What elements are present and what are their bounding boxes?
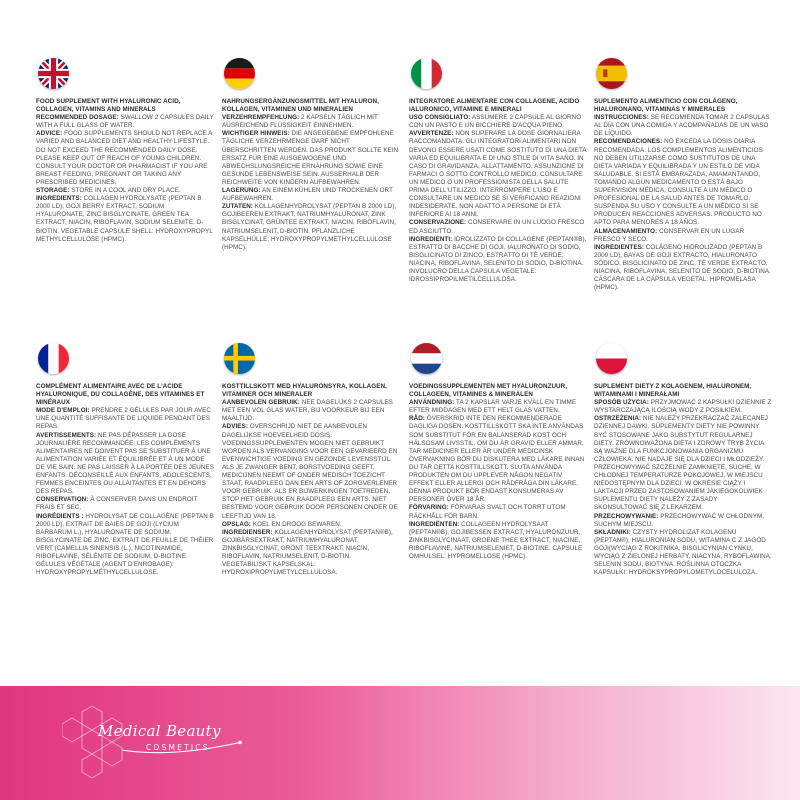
paragraph-text: COLÁGENO HIDROLIZADO (PEPTAN B 2000 LD), BAYAS DE GOJI EXTRACTO, HIALURONATO SÓDICO, BISGLICINATO DE ZINC, TÉ VERDE EXTRACTO, NIACINA, RIBOFLAVINA, SELENITO DE SODIO, D-BIOTINA. CÁSCARA DE LA CÁPSULA VEGETAL: HIPROMELASA (HPMC).	[594, 243, 771, 292]
storage-paragraph	[409, 504, 587, 520]
paragraph-text: NIE NALEŻY PRZEKRACZAĆ ZALECANEJ DZIENNEJ DAWKI. SUPLEMENTY DIETY NIE POWINNY BYĆ STOSOWANE JAKO SUBSTYTUT REGULARNEJ DIETY. ZRÓWNOWAŻONA DIETA I ZDROWY TRYB ŻYCIA SĄ WAŻNE DLA FUNKCJONOWANIA ORGANIZMU CZŁOWIEKA. NIE NADAJE SIĘ DLA DZIECI I MŁODZIEŻY. PRZECHOWYWAĆ SZCZELNIE ZAMKNIĘTE, SUCHE, W CHŁODNEJ TEMPERATURZE POKOJOWEJ, W MIEJSCU NIEDOSTĘPNYM DLA DZIECI. W OKRESIE CIĄŻY I LAKTACJI PRZED ZASTOSOWANIEM JAKIEGOKOLWIEK SUPLEMENTU DIETY NALEŻY Z ZASADY SKONSULTOWAĆ SIĘ Z LEKARZEM.	[594, 415, 768, 512]
dosage-paragraph	[409, 399, 587, 415]
storage-paragraph	[594, 228, 772, 244]
dosage-paragraph	[594, 114, 772, 138]
paragraph-label: INGREDIENTES:	[594, 243, 644, 251]
section-french	[36, 343, 214, 577]
paragraph-text: ASSUMERE 2 CAPSULE AL GIORNO CON UN PASTO E UN BICCHIERE D'ACQUA PIENO.	[409, 114, 582, 130]
paragraph-label: ZUTATEN:	[222, 203, 253, 211]
paragraph-text: NE PAS DÉPASSER LA DOSE JOURNALIÈRE RECOMMANDÉE. LES COMPLÉMENTS ALIMENTAIRES NE DOIVENT PAS SE SUBSTITUER À UNE ALIMENTATION VARIÉE ET ÉQUILIBRÉE ET À UN MODE DE VIE SAIN. NE PAS LAISSER À LA PORTÉE DES JEUNES ENFANTS. DÉCONSEILLÉ AUX ENFANTS, ADOLESCENTS, FEMMES ENCEINTES OU ALLAITANTES ET EN DEHORS DES REPAS.	[36, 431, 214, 496]
section-title: KOSTTILLSKOTT MED HYALURONSYRA, KOLLAGEN, VITAMINER OCH MINERALER	[222, 383, 387, 399]
paragraph-label: USO CONSIGLIATO:	[409, 114, 471, 122]
paragraph-label: ADVICE:	[36, 130, 63, 138]
paragraph-label: FÖRVARING:	[409, 504, 449, 512]
paragraph-label: ALMACENAMIENTO:	[594, 227, 658, 235]
section-title: COMPLÉMENT ALIMENTAIRE AVEC DE L'ACIDE HYALURONIQUE, DU COLLAGÈNE, DES VITAMINES ET MINÉRAUX	[36, 383, 205, 407]
paragraph-text: SWALLOW 2 CAPSULES DAILY WITH A FULL GLASS OF WATER.	[36, 114, 214, 130]
brand-footer	[0, 686, 800, 800]
section-italian	[409, 58, 587, 284]
section-english	[36, 58, 214, 244]
paragraph-text: COLLAGEN HYDROLYSATE (PEPTAN B 2000 LD), GOJI BERRY EXTRACT, SODIUM HYALURONATE, ZINC BISGLYCINATE, GREEN TEA EXTRACT, NIACIN, RIBOFLAVIN, SODIUM SELENITE, D-BIOTIN. VEGETABLE CAPSULE SHELL: HYDROXYPROPYL METHYLCELLULOSE (HPMC).	[36, 195, 213, 243]
dosage-paragraph	[409, 114, 587, 130]
france-flag-icon	[38, 343, 69, 374]
netherlands-flag-icon	[411, 343, 442, 374]
advice-paragraph	[36, 130, 214, 187]
paragraph-text: FOOD SUPPLEMENTS SHOULD NOT REPLACE A VARIED AND BALANCED DIET AND HEALTHY LIFESTYLE. DO NOT EXCEED THE RECOMMENDED DAILY DOSE. PLEASE KEEP OUT OF REACH OF YOUNG CHILDREN. CONSULT YOUR DOCTOR OR PHARMACIST IF YOU ARE BREAST FEEDING, PREGNANT OR TAKING ANY PRESCRIBED MEDICINES.	[36, 130, 213, 186]
paragraph-label: RÅD:	[409, 415, 425, 423]
ingredients-paragraph	[594, 529, 772, 578]
uk-flag-icon	[38, 58, 69, 89]
paragraph-label: INGREDIENTI:	[409, 235, 453, 243]
dosage-paragraph	[36, 114, 214, 130]
paragraph-text: KOLLAGENHYDROLYSAT (PEPTAN B 2000 LD), GOJIBEEREN EXTRAKT, NATRIUMHYALURONAT, ZINK BISGLYCINAT, GRÜNTEE EXTRAKT, NIACIN, RIBOFLAVIN, NATRIUMSELENIT, D-BIOTIN. PFLANZLICHE KAPSELHÜLLE: HYDROXYPROPYLMETHYLCELLULOSE (HPMC).	[222, 203, 397, 251]
spain-flag-icon	[596, 58, 627, 89]
paragraph-label: INGREDIENTS:	[36, 195, 82, 203]
ingredients-paragraph	[409, 521, 587, 561]
paragraph-text: HYDROLYSAT DE COLLAGÈNE (PEPTAN B 2000 LD), EXTRAIT DE BAIES DE GOJI (LYCIUM BARBARUM L.), HYALURONATE DE SODIUM, BISGLYCINATE DE ZINC, EXTRAIT DE FEUILLE DE THÉIER VERT (CAMELLIA SINENSIS (L.), NICOTINAMIDE, RIBOFLAVINE, SÉLÉNITE DE SODIUM, D-BIOTINE. GÉLULES VÉGÉTALE (AGENT D'ENROBAGE): HYDROXYPROPYLMÉTHYLCELLULOSE.	[36, 512, 214, 577]
section-title: VOEDINGSSUPPLEMENTEN MET HYALURONZUUR, COLLAGEEN, VITAMINES & MINERALEN	[409, 383, 568, 399]
advice-paragraph	[594, 138, 772, 227]
section-polish	[594, 343, 772, 577]
ingredients-paragraph	[36, 513, 214, 578]
paragraph-label: OSTRZEŻENIA:	[594, 415, 642, 423]
ingredients-paragraph	[222, 529, 400, 578]
paragraph-text: CONSERVAR EN UN LUGAR FRESCO Y SECO.	[594, 227, 745, 243]
storage-paragraph	[36, 496, 214, 512]
storage-paragraph	[36, 187, 214, 195]
paragraph-text: FÖRVARAS SVALT OCH TORRT UTOM RÄCKHÅLL FÖR BARN.	[409, 504, 566, 520]
paragraph-label: AVERTISSEMENTS:	[36, 431, 97, 439]
advice-paragraph	[594, 415, 772, 512]
paragraph-text: TA 2 KAPSLAR VARJE KVÄLL EN TIMME EFTER MIDDAGEN MED ETT HELT GLAS VATTEN.	[409, 399, 577, 415]
paragraph-text: OVERSCHRIJD NIET DE AANBEVOLEN DAGELIJKSE HOEVEELHEID DOSIS. VOEDINGSSUPPLEMENTEN MOGEN NIET GEBRUIKT WORDEN ALS VERVANGING VOOR EEN GEVARIEERD EN EVENWICHTIGE VOEDING EN GEZONDE LEVENSSTIJL. ALS JE ZWANGER BENT, BORSTVOEDING GEEFT, MEDICIJNEN NEEMT OF ONDER MEDISCH TOEZICHT STAAT, RAADPLEEG DAN EEN ARTS OF ZORGVERLENER VOOR GEBRUIK. ALS ER BIJWERKINGEN TOETREDEN, STOP HET GEBRUIK EN RAADPLEEG EEN ARTS. NIET BESTEMD VOOR GEBRUIK DOOR PERSONEN ONDER DE LEEFTIJD VAN 18.	[222, 423, 398, 520]
paragraph-text: PRZYJMOWAĆ 2 KAPSUŁKI DZIENNIE Z WYSTARCZAJĄCĄ ILOŚCIĄ WODY Z POSIŁKIEM.	[594, 399, 772, 415]
paragraph-label: OPSLAG:	[222, 520, 252, 528]
section-dutch	[409, 343, 587, 561]
paragraph-text: CONSERVARE IN UN LUOGO FRESCO ED ASCIUTTO.	[409, 219, 585, 235]
italy-flag-icon	[411, 58, 442, 89]
paragraph-text: NO EXCEDA LA DOSIS DIARIA RECOMENDADA. LOS COMPLEMENTOS ALIMENTICIOS NO DEBEN UTILIZARSE COMO SUSTITUTOS DE UNA DIETA VARIADA Y EQUILIBRADA Y UN ESTILO DE VIDA SALUDABLE. SI ESTÁ EMBARAZADA, AMAMANTANDO, TOMANDO ALGÚN MEDICAMENTO O ESTÁ BAJO SUPERVISIÓN MÉDICA, CONSULTE A UN MÉDICO O PROFESIONAL DE LA SALUD ANTES DE TOMARLO. SUSPENDA SU USO Y CONSULTE A UN MÉDICO SI SE PRODUCEN REACCIONES ADVERSAS. PRODUCTO NO APTO PARA MENORES A 18 AÑOS.	[594, 138, 763, 227]
paragraph-text: KOEL EN DROOG BEWAREN.	[252, 520, 342, 528]
dosage-paragraph	[36, 407, 214, 431]
storage-paragraph	[222, 521, 400, 529]
paragraph-text: AN EINEM KÜHLEN UND TROCKENEN ORT AUFBEWAHREN.	[222, 187, 393, 203]
advice-paragraph	[222, 423, 400, 520]
paragraph-label: INGREDIENSER:	[222, 528, 273, 536]
advice-paragraph	[409, 130, 587, 219]
sweden-flag-icon	[224, 343, 255, 374]
paragraph-label: CONSERVAZIONE:	[409, 219, 467, 227]
paragraph-label: SPOSÓB UŻYCIA:	[594, 399, 649, 407]
paragraph-label: ANVÄNDNING:	[409, 399, 455, 407]
section-title: SUPLEMENT DIETY Z KOLAGENEM, HIALURONEM, WITAMINAMI I MINERAŁAMI	[594, 383, 752, 399]
dosage-paragraph	[222, 114, 400, 130]
ingredients-paragraph	[222, 203, 400, 252]
advice-paragraph	[36, 432, 214, 497]
paragraph-label: ADVIES:	[222, 423, 248, 431]
paragraph-text: NON SUPERARE LA DOSE GIORNALIERA RACCOMANDATA. GLI INTEGRATORI ALIMENTARI NON DEVONO ESSERE USATI COME SOSTITUTO DI UNA DIETA VARIA ED EQUILIBRATA E DI UNO STILE DI VITA SANO. IN CASO DI GRAVIDANZA, ALLATTAMENTO, ASSUNZIONE DI FARMACI O SOTTO CONTROLLO MEDICO, CONSULTARE UN MEDICO O UN PROFESSIONISTA DELLA SALUTE PRIMA DELL'UTILIZZO. INTERROMPERE L'USO E CONSULTARE UN MEDICO SE SI VERIFICANO REAZIONI INDESIDERATE. NON ADATTO A PERSONE DI ETÀ INFERIORE AI 18 ANNI.	[409, 130, 587, 219]
storage-paragraph	[222, 187, 400, 203]
poland-flag-icon	[596, 343, 627, 374]
paragraph-label: RECOMENDACIONES:	[594, 138, 663, 146]
paragraph-label: WICHTIGER HINWEIS:	[222, 130, 290, 138]
section-spanish	[594, 58, 772, 292]
paragraph-text: KOLLAGENHYDROLYSAT (PEPTAN®B), GOJIBÄRSEXTRAKT, NATRIUMHYALURONAT, ZINKBISGLYCINAT, GRÖNT TEEXTRAKT, NIACIN, RIBOFLAVIN, NATRIUMSELENIT, D-BIOTIN. VEGETABILISKT KAPSELSKAL: HYDROXIPROPYLMETYLCELLULOSA.	[222, 528, 393, 577]
paragraph-text: PRENDRE 2 GÉLULES PAR JOUR AVEC UNE QUANTITÉ SUFFISANTE DE LIQUIDE PENDANT DES REPAS.	[36, 407, 212, 431]
ingredients-paragraph	[409, 236, 587, 285]
section-title: INTEGRATORE ALIMENTARE CON COLLAGENE, ACIDO IALURONICO, VITAMINE E MINERALI	[409, 98, 580, 114]
storage-paragraph	[594, 513, 772, 529]
paragraph-text: PRZECHOWYWAĆ W CHŁODNYM, SUCHYM MIEJSCU.	[594, 512, 765, 528]
paragraph-label: RECOMMENDED DOSAGE:	[36, 114, 119, 122]
paragraph-label: SKŁADNIKI:	[594, 528, 631, 536]
paragraph-text: COLLAGEEN HYDROLYSAAT (PEPTAN®B), GOJIBESSEN EXTRACT, HYALURONZUUR, ZINKBISGLYCINAAT, GROENE THEE EXTRACT, NIACINE, RIBOFLAVINE, NATRIUMSELENIET, D-BIOTINE. CAPSULE OMHULSEL: HYPROMELLOSE (HPMC).	[409, 520, 583, 560]
dosage-paragraph	[222, 399, 400, 423]
section-title: SUPLEMENTO ALIMENTICIO CON COLÁGENO, HIALURONANO, VITAMINAS Y MINERALES	[594, 98, 738, 114]
paragraph-text: DIE ANGEGEBENE EMPFOHLENE TÄGLICHE VERZEHRMENGE DARF NICHT ÜBERSCHRITTEN WERDEN. DAS PRODUKT SOLLTE KEIN ERSATZ FÜR EINE AUSGEWOGENE UND ABWECHSLUNGSREICHE ERNÄHRUNG SOWIE EINE GESUNDE LEBENSWEISE SEIN. AUSSERHALB DER REICHWEITE VON KINDERN AUFBEWAHREN.	[222, 130, 399, 186]
paragraph-label: PRZECHOWYWANIE:	[594, 512, 659, 520]
paragraph-label: INSTRUCCIONES:	[594, 114, 649, 122]
brand-name: Medical Beauty	[98, 722, 221, 740]
paragraph-label: AANBEVOLEN GEBRUIK:	[222, 399, 300, 407]
paragraph-text: IDROLIZZATO DI COLLAGENE (PEPTAN®B), ESTRATTO DI BACCHE DI GOJI, IALURONATO DI SODIO, BISGLICINATO DI ZINCO, ESTRATTO DI TÈ VERDE, NIACINA, RIBOFLAVINA, SELENITO DI SODIO, D-BIOTINA. INVOLUCRO DELLA CAPSULA VEGETALE: IDROSSIPROPILMETILCELLULOSA.	[409, 235, 587, 284]
paragraph-label: INGREDIËNTEN:	[409, 520, 460, 528]
dosage-paragraph	[594, 399, 772, 415]
paragraph-text: 2 KAPSELN TÄGLICH MIT AUSREICHEND FLÜSSIGKEIT EINNEHMEN.	[222, 114, 378, 130]
paragraph-text: ÖVERSKRID INTE DEN REKOMMENDERADE DAGLIGA DOSEN. KOSTTILLSKOTT SKA INTE ANVÄNDAS SOM SUBSTITUT FÖR EN BALANSERAD KOST OCH HÄLSOSAM LIVSSTIL. OM DU ÄR GRAVID ELLER AMMAR, TAR MEDICINER ELLER ÄR UNDER MEDICINSK ÖVERVAKNING BÖR DU DISKUTERA MED LÄKARE INNAN DU TAR DETTA KOSTTILLSKOTT. SLUTA ANVÄNDA PRODUKTEN OM DU UPPLEVER NÅGON NEGATIV EFFEKT ELLER ALLERGI OCH RÅDFRÅGA DIN LÄKARE. DENNA PRODUKT BÖR ENDAST KONSUMERAS AV PERSONER ÖVER 18 ÅR.	[409, 415, 585, 504]
section-title: NAHRUNGSERGÄNZUNGSMITTEL MIT HYALURON, KOLLAGEN, VITAMINEN UND MINERALIEN	[222, 98, 379, 114]
section-german	[222, 58, 400, 252]
advice-paragraph	[222, 130, 400, 187]
ingredients-paragraph	[36, 195, 214, 244]
paragraph-label: AVVERTENZE:	[409, 130, 454, 138]
paragraph-text: NEE DAGELIJKS 2 CAPSULES MET EEN VOL GLAS WATER, BIJ VOORKEUR BIJ EEN MAALTIJD.	[222, 399, 393, 423]
section-title: FOOD SUPPLEMENT WITH HYALURONIC ACID, COLLAGEN, VITAMINS AND MINERALS	[36, 98, 181, 114]
paragraph-label: MODE D'EMPLOI:	[36, 407, 90, 415]
brand-subtitle: COSMETICS	[146, 743, 210, 752]
brand-logo	[62, 698, 262, 788]
ingredients-paragraph	[594, 244, 772, 293]
paragraph-label: LAGERUNG:	[222, 187, 261, 195]
paragraph-label: STORAGE:	[36, 187, 70, 195]
paragraph-text: SE RECOMIENDA TOMAR 2 CAPSULAS AL DÍA CON UNA COMIDA Y ACOMPAÑADAS DE UN VASO DE LÍQUIDO.	[594, 114, 770, 138]
paragraph-text: CZYSTY HYDROLIZAT KOLAGENU (PEPTAN®), HIALURONIAN SODU, WITAMINA C Z JAGÓD GOJI(WYCIĄG Z ROKITNIKA, BISGLICYNIAN CYNKU, WYCIĄG Z ZIELONEJ HERBATY, NIACYNA, RYBOFLAWINA, SELENIN SODU, BIOTYNA. ROŚLINNA OTOCZKA KAPSUŁKI: HYDROKSYPROPYLOMETYLOCELULOZA.	[594, 528, 772, 577]
paragraph-text: STORE IN A COOL AND DRY PLACE.	[71, 187, 181, 195]
advice-paragraph	[409, 415, 587, 504]
paragraph-label: VERZEHREMPFEHLUNG:	[222, 114, 300, 122]
germany-flag-icon	[224, 58, 255, 89]
paragraph-label: INGRÉDIENTS :	[36, 512, 84, 520]
paragraph-label: CONSERVATION:	[36, 496, 89, 504]
storage-paragraph	[409, 219, 587, 235]
section-swedish	[222, 343, 400, 577]
paragraph-text: À CONSERVER DANS UN ENDROIT FRAIS ET SEC.	[36, 496, 198, 512]
